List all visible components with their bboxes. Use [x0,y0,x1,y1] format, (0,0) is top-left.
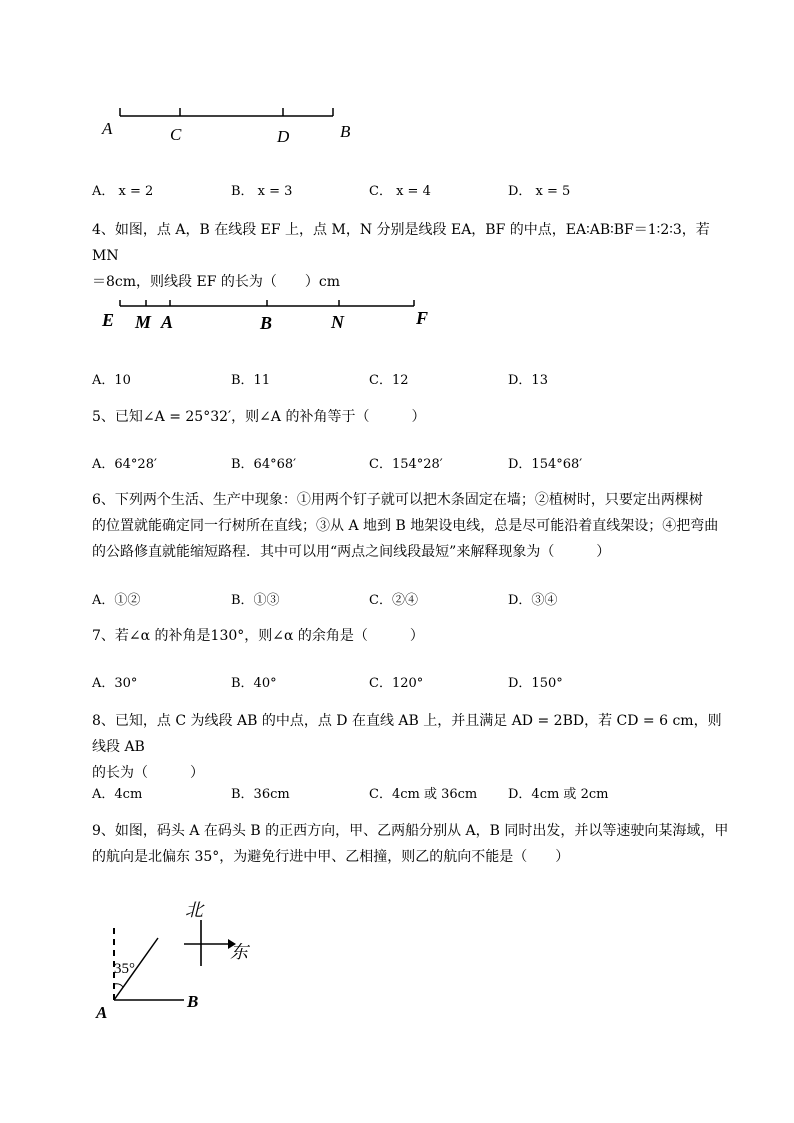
label-b: B [340,122,351,141]
q6-line-3: 的公路修直就能缩短路程．其中可以用“两点之间线段最短”来解释现象为（ ） [92,544,611,560]
question-6 [92,487,732,565]
label-c: C [170,125,182,144]
q5-option-b[interactable]: B．64°68′ [231,457,297,472]
question-8 [92,708,732,786]
q7-option-d[interactable]: D．150° [508,676,563,691]
q3-option-c[interactable]: C． x = 4 [369,184,431,199]
q6-option-b[interactable]: B．①③ [231,593,280,608]
label-m: M [135,312,152,332]
bearing-figure-q9 [90,890,270,1030]
label-b: B [187,992,199,1011]
q7-option-a[interactable]: A．30° [92,676,138,691]
segment-figure-q3 [100,104,360,148]
q8-option-b[interactable]: B．36cm [231,787,290,802]
q6-line-2: 的位置就能确定同一行树所在直线；③从 A 地到 B 地架设电线，总是尽可能沿着直线架设；④把弯曲 [92,518,719,534]
q7-option-c[interactable]: C．120° [369,676,424,691]
q7-text: 7、若∠α 的补角是130°，则∠α 的余角是（ ） [92,628,424,644]
q5-option-a[interactable]: A．64°28′ [92,457,157,472]
north-label: 北 [185,900,203,920]
label-d: D [277,127,290,146]
question-4 [92,217,732,295]
q3-option-b[interactable]: B． x = 3 [231,184,293,199]
label-n: N [331,312,344,332]
q4-option-d[interactable]: D．13 [508,373,548,388]
label-f: F [416,308,429,328]
label-a: A [96,1003,108,1022]
east-label: 东 [230,942,248,962]
q8-option-a[interactable]: A．4cm [92,787,143,802]
question-7 [92,623,732,649]
q8-line-1: 8、已知，点 C 为线段 AB 的中点，点 D 在直线 AB 上，并且满足 AD = 2BD，若 CD = 6 cm，则线段 AB [92,713,722,755]
q6-option-d[interactable]: D．③④ [508,593,558,608]
question-9 [92,818,732,870]
q3-option-d[interactable]: D． x = 5 [508,184,571,199]
q5-option-d[interactable]: D．154°68′ [508,457,583,472]
q6-line-1: 6、下列两个生活、生产中现象：①用两个钉子就可以把木条固定在墙；②植树时，只要定出两棵树 [92,492,703,508]
q7-option-b[interactable]: B．40° [231,676,277,691]
q9-line-2: 的航向是北偏东 35°，为避免行进中甲、乙相撞，则乙的航向不能是（ ） [92,849,570,865]
q9-line-1: 9、如图，码头 A 在码头 B 的正西方向，甲、乙两船分别从 A，B 同时出发，并以等速驶向某海域，甲 [92,823,729,839]
q8-option-d[interactable]: D．4cm 或 2cm [508,787,609,802]
q6-option-c[interactable]: C．②④ [369,593,418,608]
angle-arc [114,984,123,987]
q4-option-c[interactable]: C．12 [369,373,409,388]
label-e: E [102,310,115,330]
label-b: B [260,313,273,333]
q5-text: 5、已知∠A = 25°32′，则∠A 的补角等于（ ） [92,409,426,425]
q8-option-c[interactable]: C．4cm 或 36cm [369,787,478,802]
q4-option-a[interactable]: A．10 [92,373,131,388]
q6-option-a[interactable]: A．①② [92,593,141,608]
question-5 [92,404,732,430]
label-a: A [161,312,174,332]
q4-line-1: 4、如图，点 A，B 在线段 EF 上，点 M，N 分别是线段 EA，BF 的中点，EA∶AB∶BF＝1∶2∶3，若 MN [92,222,710,264]
angle-label: 35° [114,961,135,977]
label-a: A [102,119,113,138]
q4-line-2: ＝8cm，则线段 EF 的长为（ ）cm [92,274,340,290]
segment-figure-q4 [98,296,438,336]
q3-option-a[interactable]: A． x = 2 [92,184,154,199]
q5-option-c[interactable]: C．154°28′ [369,457,443,472]
q4-option-b[interactable]: B．11 [231,373,271,388]
q8-line-2: 的长为（ ） [92,765,204,781]
